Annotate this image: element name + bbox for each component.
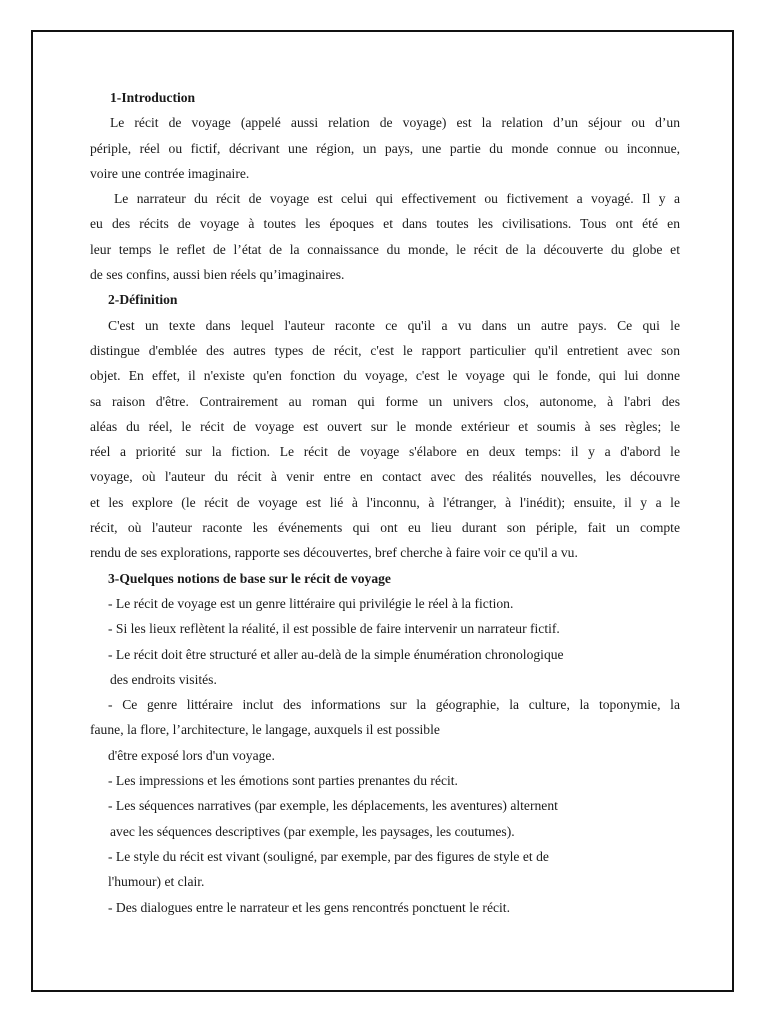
- text-line: d'être exposé lors d'un voyage.: [108, 747, 275, 763]
- heading-notions: 3-Quelques notions de base sur le récit de voyage: [108, 570, 391, 586]
- text-line: et les explore (le récit de voyage est lié à l'inconnu, à l'étranger, à l'inédit); ensuite, il y a le: [90, 494, 680, 510]
- text-line: voyage, où l'auteur du récit à venir entre en contact avec des réalités nouvelles, les découvre: [90, 469, 680, 485]
- text-line: rendu de ses explorations, rapporte ses découvertes, bref cherche à faire voir ce qu'il a vu.: [90, 545, 578, 561]
- text-line: objet. En effet, il n'existe qu'en fonction du voyage, c'est le voyage qui le fonde, qui lui donne: [90, 368, 680, 384]
- text-line: - Le style du récit est vivant (souligné, par exemple, par des figures de style et de: [108, 848, 549, 864]
- text-line: réel a priorité sur la fiction. Le récit de voyage s'élabore en deux temps: il y a d'abord le: [90, 444, 680, 460]
- text-line: avec les séquences descriptives (par exemple, les paysages, les coutumes).: [110, 823, 515, 839]
- heading-definition: 2-Définition: [108, 292, 178, 308]
- text-line: - Les impressions et les émotions sont parties prenantes du récit.: [108, 773, 458, 789]
- text-line: - Ce genre littéraire inclut des informations sur la géographie, la culture, la toponymie, la: [108, 697, 680, 713]
- text-line: C'est un texte dans lequel l'auteur raconte ce qu'il a vu dans un autre pays. Ce qui le: [108, 317, 680, 333]
- text-line: faune, la flore, l’architecture, le langage, auxquels il est possible: [90, 722, 440, 738]
- document-page: [31, 30, 734, 992]
- text-line: leur temps le reflet de l’état de la connaissance du monde, le récit de la découverte du globe et: [90, 241, 680, 257]
- text-line: - Les séquences narratives (par exemple, les déplacements, les aventures) alternent: [108, 798, 558, 814]
- text-line: - Le récit doit être structuré et aller au-delà de la simple énumération chronologique: [108, 646, 564, 662]
- text-line: voire une contrée imaginaire.: [90, 165, 250, 181]
- text-line: de ses confins, aussi bien réels qu’imaginaires.: [90, 267, 345, 283]
- text-line: Le récit de voyage (appelé aussi relation de voyage) est la relation d’un séjour ou d’un: [110, 115, 680, 131]
- text-line: aléas du réel, le récit de voyage est ouvert sur le monde extérieur et soumis à ses règles; le: [90, 418, 680, 434]
- text-line: - Le récit de voyage est un genre littéraire qui privilégie le réel à la fiction.: [108, 595, 514, 611]
- text-line: périple, réel ou fictif, décrivant une région, un pays, une partie du monde connue ou inconnue,: [90, 140, 680, 156]
- text-line: distingue d'emblée des autres types de récit, c'est le rapport particulier qu'il entretient avec son: [90, 342, 680, 358]
- text-line: l'humour) et clair.: [108, 874, 205, 890]
- heading-introduction: 1-Introduction: [110, 90, 196, 105]
- document-body: [90, 85, 680, 920]
- text-line: - Des dialogues entre le narrateur et les gens rencontrés ponctuent le récit.: [108, 899, 510, 915]
- text-line: sa raison d'être. Contrairement au roman qui forme un univers clos, autonome, à l'abri des: [90, 393, 680, 409]
- text-line: eu des récits de voyage à toutes les époques et dans toutes les civilisations. Tous ont été en: [90, 216, 680, 232]
- text-line: - Si les lieux reflètent la réalité, il est possible de faire intervenir un narrateur fictif.: [108, 621, 560, 637]
- text-line: récit, où l'auteur raconte les événements qui ont eu lieu durant son périple, fait un compte: [90, 520, 680, 536]
- text-line: des endroits visités.: [110, 671, 217, 687]
- text-line: Le narrateur du récit de voyage est celui qui effectivement ou fictivement a voyagé. Il y a: [114, 191, 680, 207]
